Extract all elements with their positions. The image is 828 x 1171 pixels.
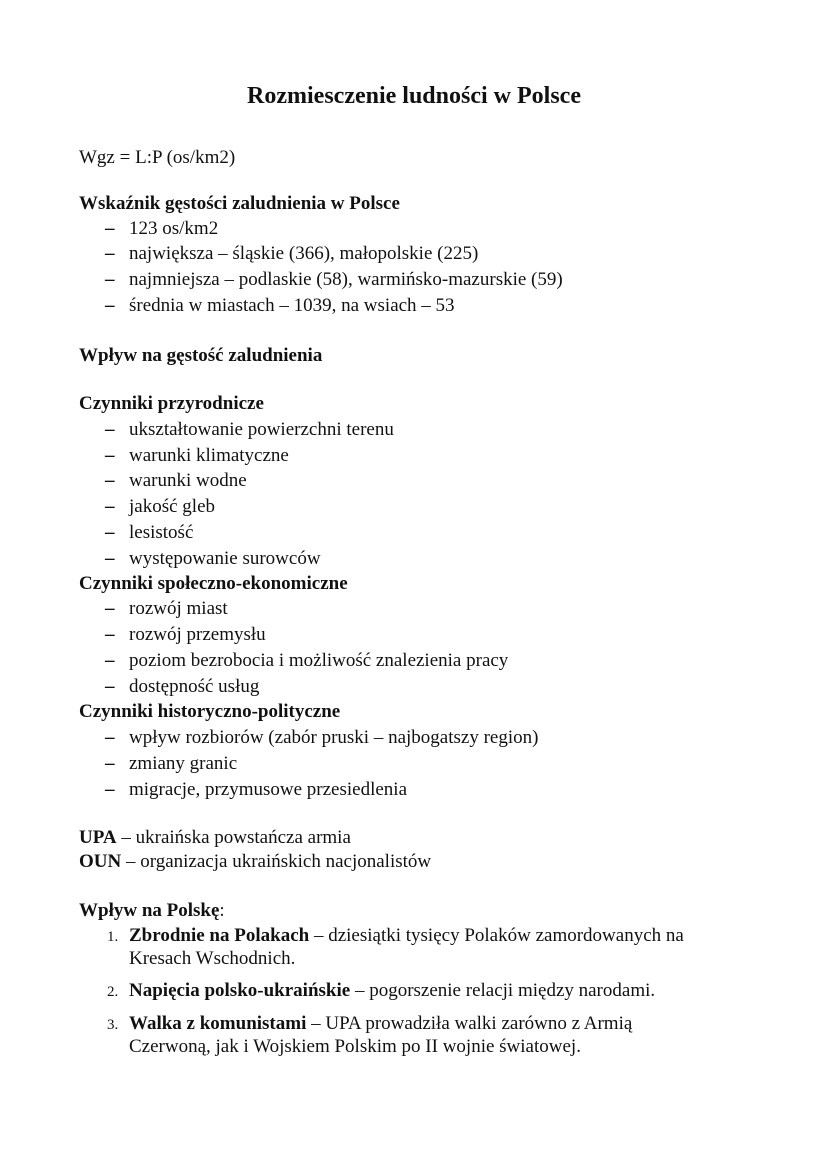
list-item: – ukształtowanie powierzchni terenu bbox=[105, 419, 394, 440]
list-item: – 123 os/km2 bbox=[105, 218, 219, 239]
list-item: – rozwój miast bbox=[105, 598, 228, 619]
numbered-item: 2. Napięcia polsko-ukraińskie – pogorszenie relacji między narodami. bbox=[107, 980, 656, 1001]
socio-heading: Czynniki społeczno-ekonomiczne bbox=[79, 573, 348, 594]
list-item: – dostępność usług bbox=[105, 676, 260, 697]
numbered-item: 1. Zbrodnie na Polakach – dziesiątki tysięcy Polaków zamordowanych na Kresach Wschodnich. bbox=[107, 925, 684, 969]
numbered-item: 3. Walka z komunistami – UPA prowadziła walki zarówno z Armią Czerwoną, jak i Wojskiem Polskim po II wojnie światowej. bbox=[107, 1013, 633, 1057]
historic-heading: Czynniki historyczno-polityczne bbox=[79, 701, 341, 722]
list-item: – lesistość bbox=[105, 522, 194, 543]
page-title: Rozmiesczenie ludności w Polsce bbox=[247, 83, 581, 109]
density-heading: Wskaźnik gęstości zaludnienia w Polsce bbox=[79, 193, 400, 214]
list-item: – poziom bezrobocia i możliwość znalezienia pracy bbox=[105, 650, 509, 671]
list-item: – występowanie surowców bbox=[105, 548, 321, 569]
upa-definition: UPA – ukraińska powstańcza armia bbox=[79, 827, 351, 848]
formula: Wgz = L:P (os/km2) bbox=[79, 147, 236, 168]
list-item: – najmniejsza – podlaskie (58), warmińsko-mazurskie (59) bbox=[105, 269, 563, 290]
list-item: – migracje, przymusowe przesiedlenia bbox=[105, 779, 408, 800]
influence-heading: Wpływ na gęstość zaludnienia bbox=[79, 345, 323, 366]
list-item: – rozwój przemysłu bbox=[105, 624, 266, 645]
list-item: – warunki wodne bbox=[105, 470, 247, 491]
list-item: – wpływ rozbiorów (zabór pruski – najbogatszy region) bbox=[105, 727, 539, 748]
impact-heading: Wpływ na Polskę: bbox=[79, 900, 225, 921]
list-item: – największa – śląskie (366), małopolskie (225) bbox=[105, 243, 479, 264]
list-item: – jakość gleb bbox=[105, 496, 216, 517]
list-item: – warunki klimatyczne bbox=[105, 445, 289, 466]
list-item: – zmiany granic bbox=[105, 753, 238, 774]
natural-heading: Czynniki przyrodnicze bbox=[79, 393, 264, 414]
list-item: – średnia w miastach – 1039, na wsiach – 53 bbox=[105, 295, 455, 316]
oun-definition: OUN – organizacja ukraińskich nacjonalistów bbox=[79, 851, 432, 872]
